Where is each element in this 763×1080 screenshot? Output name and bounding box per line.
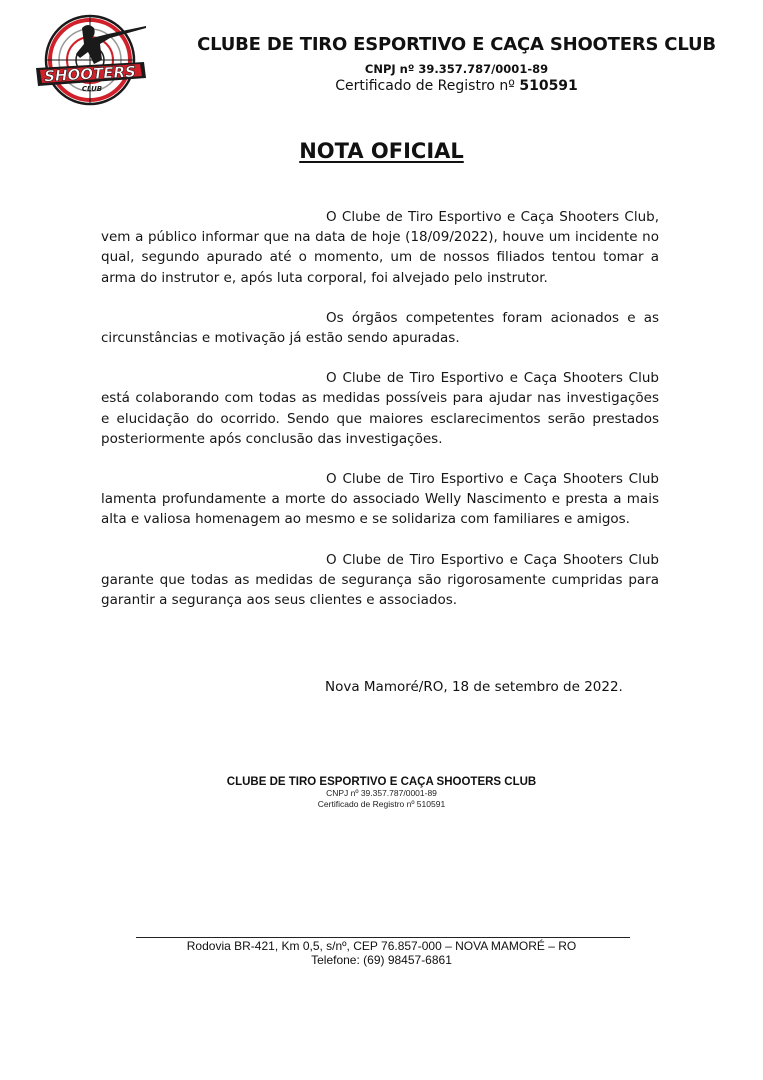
paragraph-5: O Clube de Tiro Esportivo e Caça Shooters Club garante que todas as medidas de segurança são rigorosamente cumpridas para garantir a segurança aos seus clientes e associados. [101,551,659,609]
header-cnpj: CNPJ nº 39.357.787/0001-89 [364,62,549,76]
logo-wordmark: SHOOTERS [43,62,137,86]
paragraph-3: O Clube de Tiro Esportivo e Caça Shooters Club está colaborando com todas as medidas possíveis para ajudar nas investigações e elucidação do ocorrido. Sendo que maiores esclarecimentos serão prestados posteriormente após conclusão das investigações. [101,370,659,447]
signature-cnpj: CNPJ nº 39.357.787/0001-89 [326,788,437,798]
header-title: CLUBE DE TIRO ESPORTIVO E CAÇA SHOOTERS CLUB [197,34,716,55]
paragraph-1: O Clube de Tiro Esportivo e Caça Shooters Club, vem a público informar que na data de hoje (18/09/2022), houve um incidente no qual, segundo apurado até o momento, um de nossos filiados tentou tomar a arma do instrutor e, após luta corporal, foi alvejado pelo instrutor. [101,209,659,286]
footer-address: Rodovia BR-421, Km 0,5, s/nº, CEP 76.857-000 – NOVA MAMORÉ – RO [186,939,577,953]
document-body [101,207,659,630]
paragraph-2: Os órgãos competentes foram acionados e as circunstâncias e motivação já estão sendo apuradas. [101,309,659,347]
paragraph-4: O Clube de Tiro Esportivo e Caça Shooters Club lamenta profundamente a morte do associado Welly Nascimento e presta a mais alta e valiosa homenagem ao mesmo e se solidariza com familiares e amigos. [101,471,659,528]
place-date: Nova Mamoré/RO, 18 de setembro de 2022. [325,679,623,695]
cert-number: 510591 [519,78,578,94]
document-title: NOTA OFICIAL [299,139,464,163]
cert-label: Certificado de Registro nº [335,78,515,94]
footer-divider [136,937,630,938]
footer-phone: Telefone: (69) 98457-6861 [311,953,452,967]
signature-certificate: Certificado de Registro nº 510591 [317,799,446,809]
club-logo [28,8,158,108]
signature-name: CLUBE DE TIRO ESPORTIVO E CAÇA SHOOTERS CLUB [226,776,537,788]
logo-sub: CLUB [81,85,103,93]
header-certificate [150,78,763,94]
signature-block [0,776,763,810]
